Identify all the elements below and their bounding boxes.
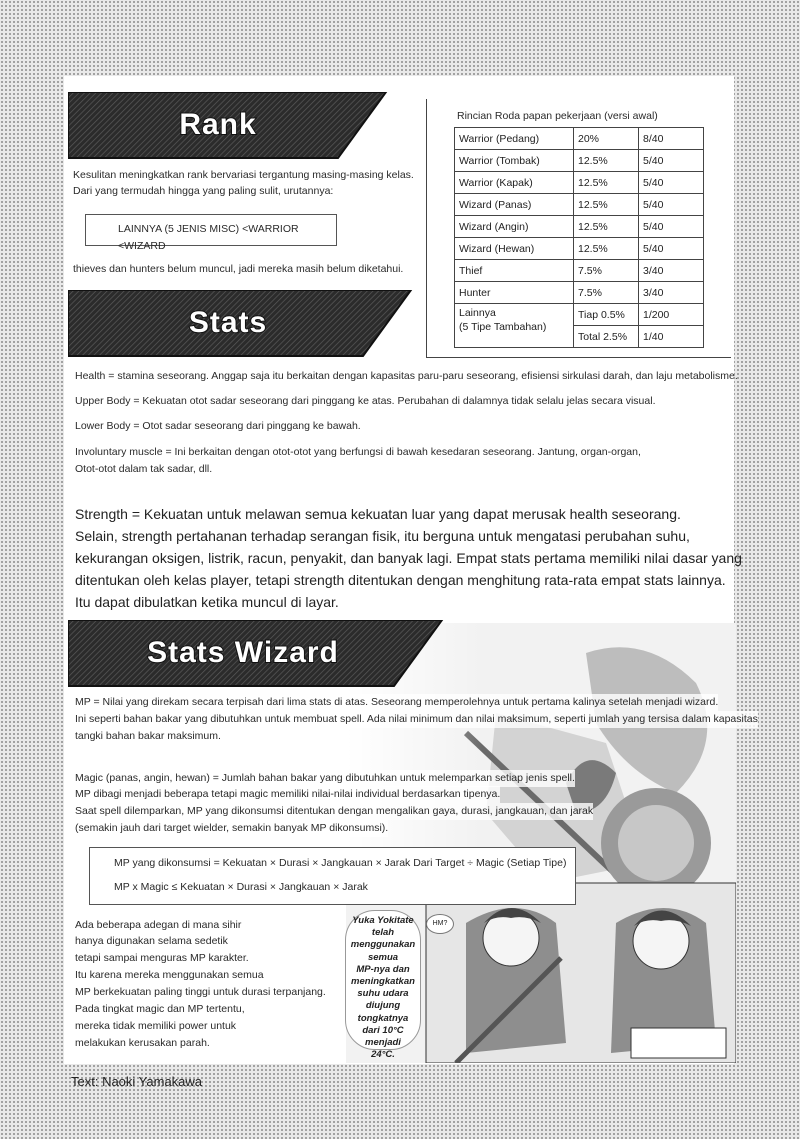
wheel-table-row xyxy=(455,238,704,260)
stats-strength-1: Strength = Kekuatan untuk melawan semua kekuatan luar yang dapat merusak health seseorang. xyxy=(75,506,681,522)
wizard-scene-1: Ada beberapa adegan di mana sihir xyxy=(75,919,242,931)
manga-small-bubble xyxy=(426,914,454,934)
job-cell: Warrior (Pedang) xyxy=(455,128,574,150)
job-cell: Hunter xyxy=(455,282,574,304)
ratio-cell: 5/40 xyxy=(639,150,704,172)
job-cell: Wizard (Angin) xyxy=(455,216,574,238)
pct-cell: 12.5% xyxy=(574,150,639,172)
bubble-line: suhu udara xyxy=(357,988,409,1000)
rank-note: thieves dan hunters belum muncul, jadi mereka masih belum diketahui. xyxy=(73,263,404,275)
small-bubble-text: HM? xyxy=(432,920,448,927)
stats-banner xyxy=(68,290,413,358)
bubble-line: menggunakan xyxy=(350,939,416,951)
job-cell: Warrior (Kapak) xyxy=(455,172,574,194)
bubble-line: 24°C. xyxy=(371,1049,395,1061)
wizard-magic-4: (semakin jauh dari target wielder, semakin banyak MP dikonsumsi). xyxy=(75,820,388,837)
bubble-line: tongkatnya xyxy=(357,1012,409,1024)
rank-desc-1: Kesulitan meningkatkan rank bervariasi tergantung masing-masing kelas. xyxy=(73,169,414,181)
wizard-mp-1: MP = Nilai yang direkam secara terpisah dari lima stats di atas. Seseorang memperolehnya untuk pertama kalinya setelah menjadi wizard. xyxy=(75,694,718,711)
wheel-table-caption: Rincian Roda papan pekerjaan (versi awal) xyxy=(457,110,658,122)
formula-box xyxy=(89,847,576,905)
job-cell: Warrior (Tombak) xyxy=(455,150,574,172)
pct-cell: 7.5% xyxy=(574,282,639,304)
bubble-line: diujung xyxy=(365,1000,401,1012)
ratio-cell: 5/40 xyxy=(639,238,704,260)
wheel-table-row xyxy=(455,128,704,150)
other-cell xyxy=(455,304,574,348)
wizard-mp-2: Ini seperti bahan bakar yang dibutuhkan untuk membuat spell. Ada nilai minimum dan nilai maksimum, seperti jumlah yang tersisa dalam kapasitas xyxy=(75,711,758,728)
wheel-table-row xyxy=(455,282,704,304)
formula-1: MP yang dikonsumsi = Kekuatan × Durasi × Jangkauan × Jarak Dari Target ÷ Magic (Setiap Tipe) xyxy=(114,857,567,869)
wheel-table-row xyxy=(455,150,704,172)
wizard-scene-4: Itu karena mereka menggunakan semua xyxy=(75,969,264,981)
pct-cell: 12.5% xyxy=(574,216,639,238)
stats-health: Health = stamina seseorang. Anggap saja itu berkaitan dengan kapasitas paru-paru seseorang, efisiensi sirkulasi darah, dan laju metabolisme. xyxy=(75,370,738,382)
ratio-cell: 3/40 xyxy=(639,260,704,282)
pct-cell: 7.5% xyxy=(574,260,639,282)
stats-strength-2: Selain, strength pertahanan terhadap serangan fisik, itu berguna untuk mengatasi perubahan suhu, xyxy=(75,528,690,544)
manga-speech-bubble xyxy=(345,910,421,1061)
formula-2: MP x Magic ≤ Kekuatan × Durasi × Jangkauan × Jarak xyxy=(114,881,368,893)
wizard-scene-7: mereka tidak memiliki power untuk xyxy=(75,1020,237,1032)
bubble-line: meningkatkan xyxy=(351,976,415,988)
each-ratio: 1/200 xyxy=(639,304,704,326)
pct-cell: 20% xyxy=(574,128,639,150)
other-label-1: Lainnya xyxy=(459,307,496,319)
rank-order-box xyxy=(85,214,337,252)
wizard-title: Stats Wizard xyxy=(147,636,339,669)
ratio-cell: 8/40 xyxy=(639,128,704,150)
rank-desc-2: Dari yang termudah hingga yang paling sulit, urutannya: xyxy=(73,185,334,197)
bubble-line: telah xyxy=(371,927,395,939)
wheel-table-row xyxy=(455,216,704,238)
wizard-scene-3: tetapi sampai menguras MP karakter. xyxy=(75,952,249,964)
stats-involuntary-2: Otot-otot dalam tak sadar, dll. xyxy=(75,463,213,475)
stats-upper: Upper Body = Kekuatan otot sadar seseorang dari pinggang ke atas. Perubahan di dalamnya tidak selalu jelas secara visual. xyxy=(75,395,656,407)
wizard-magic-2: MP dibagi menjadi beberapa tetapi magic memiliki nilai-nilai individual berdasarkan tipenya. xyxy=(75,786,500,803)
wizard-scene-5: MP berkekuatan paling tinggi untuk durasi terpanjang. xyxy=(75,986,326,998)
wheel-table-row xyxy=(455,260,704,282)
wizard-scene-6: Pada tingkat magic dan MP tertentu, xyxy=(75,1003,245,1015)
wizard-mp-3: tangki bahan bakar maksimum. xyxy=(75,730,221,742)
bubble-line: semua xyxy=(367,951,399,963)
ratio-cell: 5/40 xyxy=(639,216,704,238)
wizard-scene-8: melakukan kerusakan parah. xyxy=(75,1037,210,1049)
each-pct: Tiap 0.5% xyxy=(574,304,639,326)
rank-title: Rank xyxy=(179,108,257,141)
stats-title: Stats xyxy=(188,306,268,339)
bubble-line: MP-nya dan xyxy=(356,963,410,975)
job-cell: Wizard (Hewan) xyxy=(455,238,574,260)
other-label-2: (5 Tipe Tambahan) xyxy=(459,321,547,333)
bubble-line: Yuka Yokitate xyxy=(352,915,414,926)
ratio-cell: 3/40 xyxy=(639,282,704,304)
wheel-table xyxy=(454,127,704,348)
stats-strength-5: Itu dapat dibulatkan ketika muncul di layar. xyxy=(75,594,339,610)
rank-banner xyxy=(68,92,388,160)
rank-order-text: LAINNYA (5 JENIS MISC) <WARRIOR <WIZARD xyxy=(118,223,299,252)
wizard-scene-2: hanya digunakan selama sedetik xyxy=(75,935,228,947)
pct-cell: 12.5% xyxy=(574,194,639,216)
ratio-cell: 5/40 xyxy=(639,194,704,216)
job-cell: Wizard (Panas) xyxy=(455,194,574,216)
stats-strength-3: kekurangan oksigen, listrik, racun, penyakit, dan banyak lagi. Empat stats pertama memiliki nilai dasar yang xyxy=(75,550,742,566)
wizard-magic-3: Saat spell dilemparkan, MP yang dikonsumsi ditentukan dengan mengalikan gaya, durasi, jangkauan, dan jarak xyxy=(75,803,593,820)
stats-involuntary-1: Involuntary muscle = Ini berkaitan dengan otot-otot yang berfungsi di bawah kesedaran seseorang. Jantung, organ-organ, xyxy=(75,446,641,458)
job-cell: Thief xyxy=(455,260,574,282)
stats-strength-4: ditentukan oleh kelas player, tetapi strength ditentukan dengan menghitung rata-rata empat stats lainnya. xyxy=(75,572,726,588)
pct-cell: 12.5% xyxy=(574,238,639,260)
bubble-line: menjadi xyxy=(365,1037,401,1049)
wheel-table-row xyxy=(455,194,704,216)
credit-footer: Text: Naoki Yamakawa xyxy=(71,1074,203,1089)
wheel-table-row xyxy=(455,172,704,194)
pct-cell: 12.5% xyxy=(574,172,639,194)
stats-lower: Lower Body = Otot sadar seseorang dari pinggang ke bawah. xyxy=(75,420,361,432)
ratio-cell: 5/40 xyxy=(639,172,704,194)
wizard-magic-1: Magic (panas, angin, hewan) = Jumlah bahan bakar yang dibutuhkan untuk melemparkan setiap jenis spell. xyxy=(75,770,575,787)
total-pct: Total 2.5% xyxy=(574,326,639,348)
wizard-banner xyxy=(68,620,444,688)
total-ratio: 1/40 xyxy=(639,326,704,348)
bubble-line: dari 10°C xyxy=(362,1024,404,1036)
